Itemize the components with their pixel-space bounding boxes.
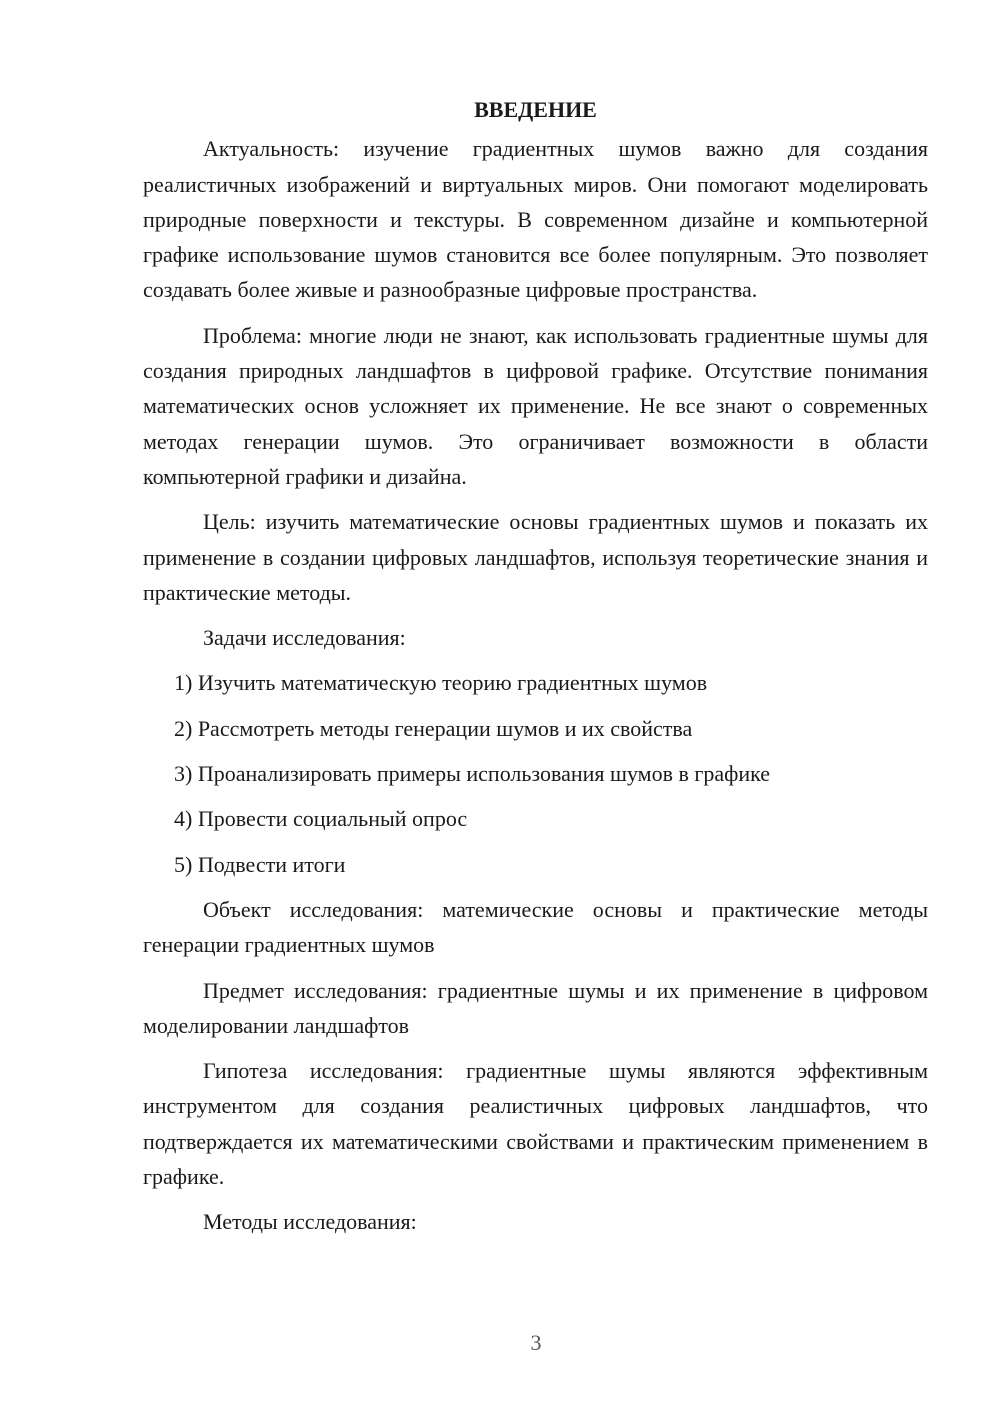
methods-title: Методы исследования: [203, 1209, 417, 1235]
page-title: ВВЕДЕНИЕ [474, 97, 597, 122]
list-item: 4) Провести социальный опрос [174, 806, 468, 832]
document-page [143, 92, 928, 1240]
tasks-list [143, 665, 928, 881]
problem-paragraph: Проблема: многие люди не знают, как использовать градиентные шумы для создания природных ландшафтов в цифровой графике. Отсутствие понимания математических основ усложняет их применение. Не все знают о современных методах генерации шумов. Это ограничивает возможности в области компьютерной графики и дизайна. [143, 322, 928, 489]
object-paragraph: Объект исследования: матемические основы и практические методы генерации градиентных шумов [143, 896, 928, 958]
list-item: 3) Проанализировать примеры использования шумов в графике [174, 761, 771, 787]
list-item: 2) Рассмотреть методы генерации шумов и их свойства [174, 715, 693, 741]
relevance-paragraph: Актуальность: изучение градиентных шумов важно для создания реалистичных изображений и виртуальных миров. Они помогают моделировать природные поверхности и текстуры. В современном дизайне и компьютерной графике использование шумов становится все более популярным. Это позволяет создавать более живые и разнообразные цифровые пространства. [143, 136, 928, 303]
tasks-title: Задачи исследования: [203, 625, 406, 651]
goal-paragraph: Цель: изучить математические основы градиентных шумов и показать их применение в создании цифровых ландшафтов, используя теоретические знания и практические методы. [143, 509, 928, 605]
list-item: 1) Изучить математическую теорию градиентных шумов [174, 670, 708, 696]
hypothesis-paragraph: Гипотеза исследования: градиентные шумы являются эффективным инструментом для создания реалистичных цифровых ландшафтов, что подтверждается их математическими свойствами и практическим применением в графике. [143, 1058, 928, 1190]
page-number: 3 [530, 1330, 542, 1355]
list-item: 5) Подвести итоги [174, 851, 346, 877]
subject-paragraph: Предмет исследования: градиентные шумы и их применение в цифровом моделировании ландшафтов [143, 977, 928, 1038]
